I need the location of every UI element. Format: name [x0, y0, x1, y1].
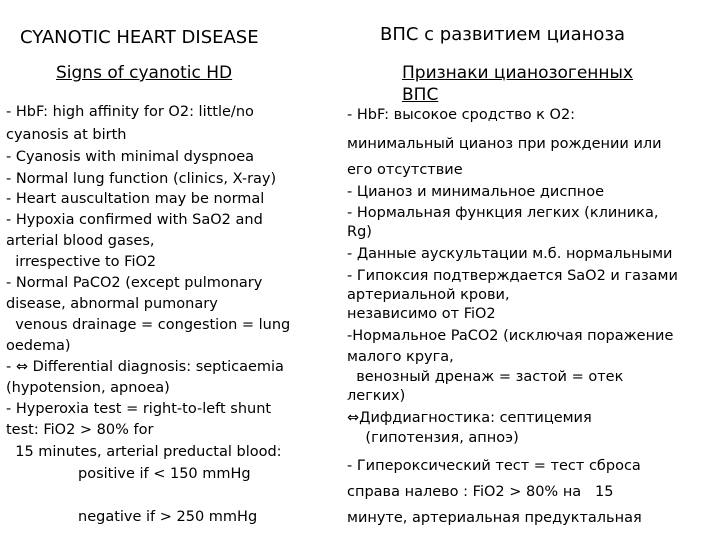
- left-line-6: - Hypoxia confirmed with SaO2 and: [6, 212, 263, 228]
- right-line-13: венозный дренаж = застой = отек: [347, 369, 624, 385]
- left-line-7: arterial blood gases,: [6, 233, 155, 249]
- right-line-11: -Нормальное PaCO2 (исключая поражение: [347, 328, 674, 344]
- right-line-16: (гипотензия, апноэ): [347, 430, 519, 446]
- right-line-9: артериальной крови,: [347, 287, 510, 303]
- left-line-4: - Normal lung function (clinics, X-ray): [6, 171, 277, 187]
- left-line-9: - Normal PaCO2 (except pulmonary: [6, 275, 263, 291]
- right-subtitle-line-2: ВПС: [402, 85, 439, 105]
- left-line-11: venous drainage = congestion = lung: [6, 317, 291, 333]
- left-line-12: oedema): [6, 338, 71, 354]
- right-line-12: малого круга,: [347, 349, 454, 365]
- left-line-1: - HbF: high affinity for O2: little/no: [6, 104, 254, 120]
- right-line-6: Rg): [347, 224, 372, 240]
- right-line-3: его отсутствие: [347, 162, 463, 178]
- left-line-8: irrespective to FiO2: [6, 254, 157, 270]
- left-line-15: - Hyperoxia test = right-to-left shunt: [6, 401, 272, 417]
- right-line-1: - HbF: высокое сродство к О2:: [347, 107, 576, 123]
- left-line-2: cyanosis at birth: [6, 127, 127, 143]
- right-line-7: - Данные аускультации м.б. нормальными: [347, 246, 673, 262]
- left-line-5: - Heart auscultation may be normal: [6, 191, 265, 207]
- left-line-16: test: FiO2 > 80% for: [6, 422, 154, 438]
- right-line-17: - Гипероксический тест = тест сброса: [347, 458, 641, 474]
- left-subtitle: Signs of cyanotic HD: [56, 63, 233, 83]
- left-line-17: 15 minutes, arterial preductal blood:: [6, 444, 282, 460]
- left-line-19: negative if > 250 mmHg: [78, 509, 258, 525]
- right-line-15: ⇔Дифдиагностика: септицемия: [347, 410, 592, 426]
- right-line-5: - Нормальная функция легких (клиника,: [347, 205, 659, 221]
- left-line-14: (hypotension, apnoea): [6, 380, 170, 396]
- left-line-18: positive if < 150 mmHg: [78, 466, 251, 482]
- right-title: ВПС с развитием цианоза: [380, 24, 626, 45]
- right-line-10: независимо от FiO2: [347, 306, 496, 322]
- left-line-13: - ⇔ Differential diagnosis: septicaemia: [6, 359, 284, 375]
- right-line-19: минуте, артериальная предуктальная: [347, 510, 642, 526]
- right-line-14: легких): [347, 388, 406, 404]
- right-line-4: - Цианоз и минимальное диспное: [347, 184, 605, 200]
- right-line-2: минимальный цианоз при рождении или: [347, 136, 662, 152]
- left-title: CYANOTIC HEART DISEASE: [20, 27, 259, 48]
- right-line-18: справа налево : FiO2 > 80% на 15: [347, 484, 614, 500]
- left-line-3: - Cyanosis with minimal dyspnoea: [6, 149, 255, 165]
- right-line-8: - Гипоксия подтверждается SaO2 и газами: [347, 268, 678, 284]
- right-subtitle-line-1: Признаки цианозогенных: [402, 63, 634, 83]
- left-line-10: disease, abnormal pumonary: [6, 296, 218, 312]
